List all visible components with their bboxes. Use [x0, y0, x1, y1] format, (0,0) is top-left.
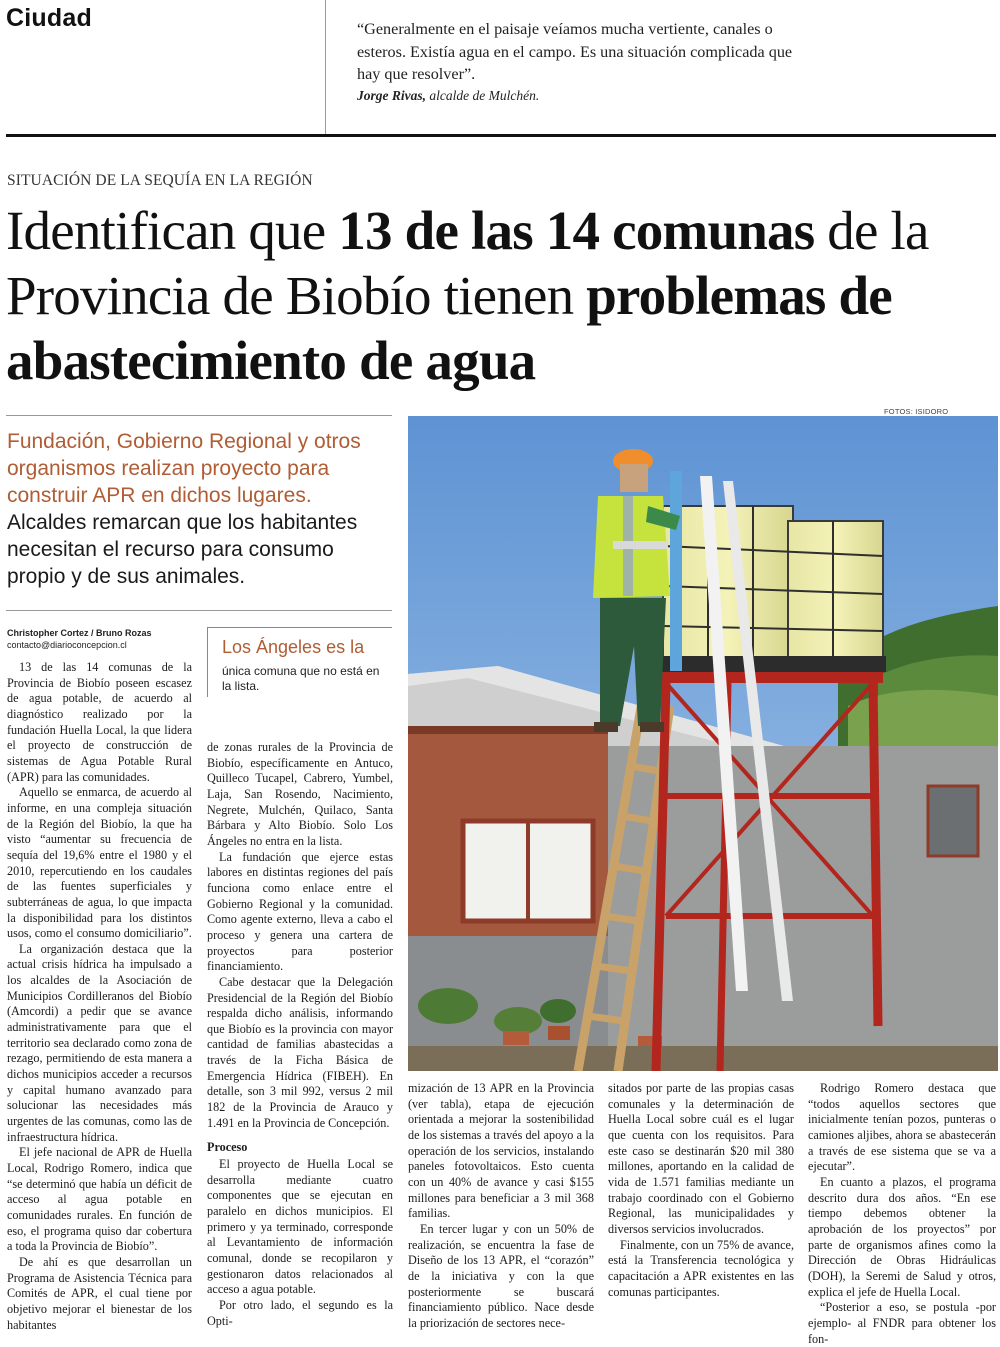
paragraph: Finalmente, con un 75% de avance, está la Transferencia tecnológica y capacitación a APR existentes en las comunas participantes.	[608, 1237, 794, 1299]
article-column-1	[7, 660, 192, 1333]
paragraph: De ahí es que desarrollan un Programa de Asistencia Técnica para Comités de APR, el cual tiene por objetivo mejorar el bienestar de los habitantes	[7, 1254, 192, 1332]
paragraph: 13 de las 14 comunas de la Provincia de Biobío poseen escasez de agua potable, de acuerdo al diagnóstico realizado por la fundación Huella Local, la que lidera el proyecto de construcción de sistemas de Agua Potable Rural (APR) para las comunidades.	[7, 660, 192, 784]
article-column-5	[808, 1081, 996, 1347]
pull-quote-headline: Los Ángeles es la	[222, 637, 365, 657]
deck-top-rule	[6, 415, 392, 416]
quote-attribution	[357, 87, 817, 105]
paragraph: Por otro lado, el segundo es la Opti-	[207, 1297, 393, 1328]
article-photo	[408, 416, 998, 1071]
paragraph: de zonas rurales de la Provincia de Biobío, específicamente en Antuco, Quilleco Tucapel, Cabrero, Yumbel, Laja, San Rosendo, Nacimiento, Negrete, Mulchén, Quilaco, Santa Bárbara y Alto Biobío. Solo Los Ángeles no entra en la lista.	[207, 740, 393, 848]
paragraph: Aquello se enmarca, de acuerdo al informe, en una compleja situación de la Región del Biobío, la que ha visto “aumentar su frecuencia de sequía del 19,6% entre el 1980 y el 2010, repercutiendo en los caudales de las fuentes superficiales y subterráneas de agua, lo que impacta la disponibilidad para los distintos usos, como el consumo domiciliario”.	[7, 785, 192, 941]
headline-part-1: Identifican que	[6, 200, 339, 261]
paragraph: La fundación que ejerce estas labores en distintas regiones del país funciona como enlace entre el Gobierno Regional y la comunidad. Como agente externo, lleva a cabo el proceso y genera una cartera de proyectos para posterior financiamiento.	[207, 849, 393, 974]
headline-bold-1: 13 de las 14 comunas	[338, 200, 815, 261]
subheading-proceso: Proceso	[207, 1140, 248, 1155]
headline	[6, 198, 1000, 393]
section-title: Ciudad	[6, 4, 92, 32]
header-quote	[357, 18, 817, 105]
paragraph: Cabe destacar que la Delegación Presidencial de la Región del Biobío respalda dicho análisis, informando que Biobío es la provincia con mayor cantidad de familias abastecidas a través de la Ficha Básica de Emergencia Hídrica (FIBEH). En detalle, son 3 mil 992, versus 2 mil 182 de la Provincia de Arauco y 1.491 en la Provincia de Concepción.	[207, 974, 393, 1130]
paragraph: mización de 13 APR en la Provincia (ver tabla), etapa de ejecución orientada a mejorar la sostenibilidad de los sistemas a través del apoyo a la operación de los servicios, instalando paneles fotovoltaicos. Esto cuenta con un 40% de avance y casi $155 millones para beneficiar a 3 mil 368 familias.	[408, 1081, 594, 1221]
article-column-4	[608, 1081, 794, 1300]
paragraph: En tercer lugar y con un 50% de realización, se encuentra la fase de Diseño de los 13 APR, el “corazón” de la iniciativa y con la que posteriormente se buscará financiamiento público. Nace desde la priorización de sectores nece-	[408, 1221, 594, 1330]
paragraph: El proyecto de Huella Local se desarrolla mediante cuatro componentes que se ejecutan en paralelo en dichos municipios. El primero y ya terminado, corresponde al Levantamiento de información comunal, donde se recopilaron y gestionaron datos relacionados al acceso a agua potable.	[207, 1157, 393, 1297]
deck-bottom-rule	[6, 610, 392, 611]
quote-author: Jorge Rivas,	[357, 87, 426, 103]
kicker: SITUACIÓN DE LA SEQUÍA EN LA REGIÓN	[7, 172, 313, 189]
quote-role: alcalde de Mulchén.	[426, 87, 540, 103]
pull-quote-box	[207, 627, 392, 697]
paragraph: “Posterior a eso, se postula -por ejemplo- al FNDR para obtener los fon-	[808, 1300, 996, 1346]
article-column-3	[408, 1081, 594, 1332]
paragraph: En cuanto a plazos, el programa descrito dura dos años. “En ese tiempo debemos obtener la aprobación de los proyectos” por parte de organismos afines como la Dirección de Obras Hidráulicas (DOH), la Seremi de Salud y otros, explica el jefe de Huella Local.	[808, 1174, 996, 1299]
paragraph: sitados por parte de las propias casas comunales y la determinación de Huella Local sobre cuál es el lugar que cuenta con los requisitos. Para este caso se destinarán $20 mil 380 millones, aportando en la calidad de vida de 1.571 familias mediante un trabajo coordinado con el Gobierno Regional, las municipalidades y diversos servicios involucrados.	[608, 1081, 794, 1236]
paragraph: Rodrigo Romero destaca que “todos aquellos sectores que inicialmente tenían pozos, punteras o camiones aljibes, ahora se abastecerán a través de ese sistema que se va a ejecutar”.	[808, 1081, 996, 1174]
byline-authors: Christopher Cortez / Bruno Rozas	[7, 628, 152, 638]
deck-text: Alcaldes remarcan que los habitantes necesitan el recurso para consumo propio y de sus animales.	[7, 511, 358, 588]
photo-credit: FOTOS: ISIDORO	[884, 407, 949, 416]
article-column-2	[207, 740, 393, 1329]
water-tower-photo	[408, 416, 998, 1071]
headline-bold-2: problemas de abastecimiento de agua	[6, 265, 892, 391]
quote-text: “Generalmente en el paisaje veíamos mucha vertiente, canales o esteros. Existía agua en el campo. Es una situación complicada que hay que resolver”.	[357, 20, 793, 83]
paragraph: El jefe nacional de APR de Huella Local, Rodrigo Romero, indica que “se determinó que había un déficit de acceso al agua potable en comunidades rurales. En función de eso, el programa quiso dar cobertura a toda la Provincia de Biobío”.	[7, 1145, 192, 1254]
deck-highlight: Fundación, Gobierno Regional y otros organismos realizan proyecto para construir APR en dichos lugares.	[7, 430, 361, 507]
pull-quote-text: única comuna que no está en la lista.	[222, 664, 380, 693]
header-rule	[6, 134, 996, 137]
paragraph: La organización destaca que la actual crisis hídrica ha impulsado a los alcaldes de la Asociación de Municipios Cordilleranos del Biobío (Amcordi) a pedir que se avance administrativamente para que el territorio sea declarado como zona de rezago, permitiendo de esta manera a dichos municipios acceder a recursos y capital humano avanzado para solucionar las necesidades más urgentes de las comunas, como las de infraestructura hídrica.	[7, 941, 192, 1144]
deck	[7, 428, 392, 590]
header-divider	[325, 0, 326, 134]
byline	[7, 627, 152, 651]
byline-email[interactable]: contacto@diarioconcepcion.cl	[7, 640, 127, 650]
headline-part-2: de la Provincia de Biobío tienen	[6, 200, 929, 326]
